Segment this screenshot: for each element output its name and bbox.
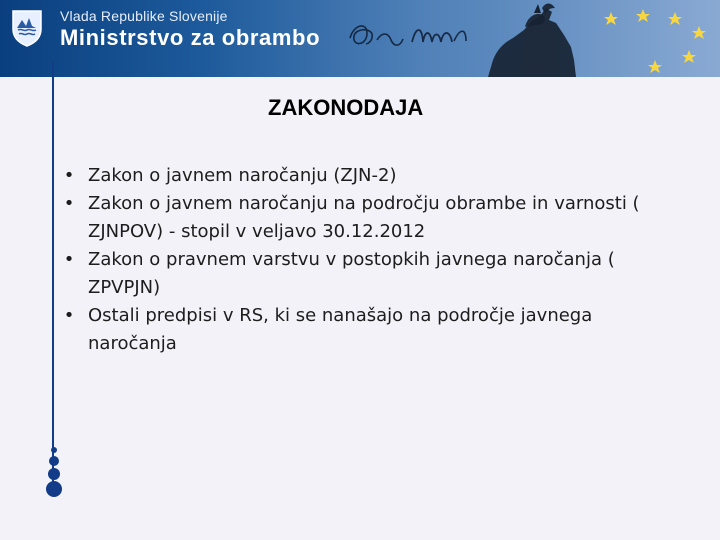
list-item <box>60 162 675 190</box>
legislation-list <box>60 162 675 358</box>
bullet-icon: • <box>63 305 75 326</box>
government-subtitle: Vlada Republike Slovenije <box>60 8 228 24</box>
bullet-icon: • <box>63 249 75 270</box>
list-item-text: Zakon o javnem naročanju (ZJN-2) <box>88 165 397 186</box>
bullet-icon: • <box>63 193 75 214</box>
list-item <box>60 190 675 246</box>
list-item-text: Ostali predpisi v RS, ki se nanašajo na področje javnega naročanja <box>88 305 593 354</box>
list-item <box>60 246 675 302</box>
coat-of-arms-icon <box>10 8 44 48</box>
eu-stars-icon <box>591 4 716 74</box>
slide-content <box>60 95 680 455</box>
bullet-icon: • <box>63 165 75 186</box>
header-banner <box>0 0 720 77</box>
list-item <box>60 302 675 358</box>
list-item-text: Zakon o javnem naročanju na področju obrambe in varnosti ( ZJNPOV) - stopil v veljavo 30.12.2012 <box>88 193 640 242</box>
left-divider <box>52 62 54 492</box>
list-item-text: Zakon o pravnem varstvu v postopkih javnega naročanja ( ZPVPJN) <box>88 249 615 298</box>
ministry-title: Ministrstvo za obrambo <box>60 25 321 50</box>
equestrian-statue-icon <box>448 0 593 77</box>
slide-title: ZAKONODAJA <box>268 95 424 120</box>
